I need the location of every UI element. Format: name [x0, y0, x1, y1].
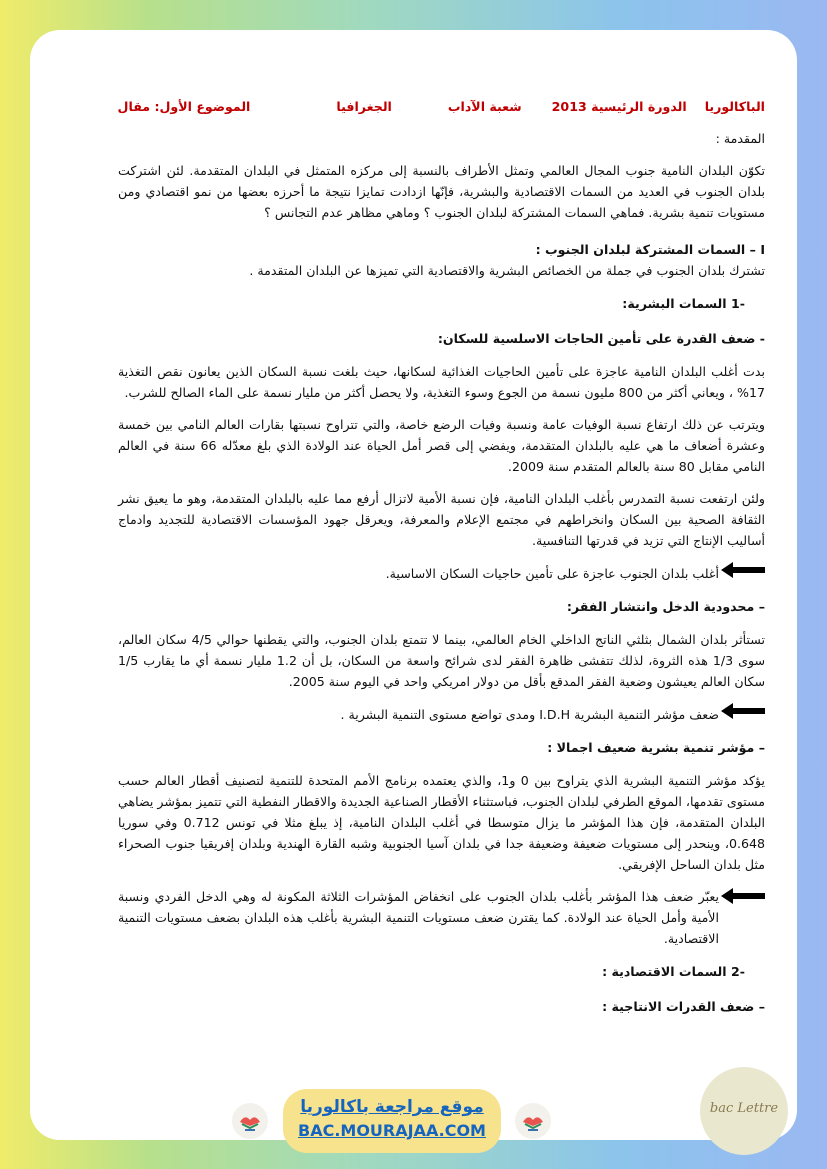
- intro-label: المقدمة :: [715, 131, 765, 146]
- point-1-conclusion-row: [118, 562, 765, 584]
- point-3-conclusion-row: [118, 886, 765, 949]
- intro-paragraph: تكوّن البلدان النامية جنوب المجال العالمي وتمثل الأطراف بالنسبة إلى مركزه المتمثل في البلدان المتقدمة. لئن اشتركت بلدان الجنوب في العديد من السمات الاقتصادية والبشرية، فإنّها ازدادت تمايزا نتيجة ما أحرزه بعضها من نمو اقتصادي ومن مستويات تنمية بشرية. فماهي السمات المشتركة لبلدان الجنوب ؟ وماهي مظاهر عدم التجانس ؟: [118, 163, 765, 220]
- site-footer-banner[interactable]: [283, 1089, 501, 1153]
- point-1-paragraph-1: بدت أغلب البلدان النامية عاجزة على تأمين الحاجيات الغذائية لسكانها، حيث بلغت نسبة السكان الذين يعانون نقص التغذية 17% ، ويعاني أكثر من 800 مليون نسمة من الجوع وسوء التغذية، ولا يحصل أكثر من مليار نسمة على الماء الصالح للشرب.: [118, 364, 765, 400]
- arrow-left-icon: [721, 703, 765, 725]
- site-logo-icon: [514, 1102, 552, 1144]
- sub-1-title: -1 السمات البشرية:: [622, 296, 745, 311]
- point-1-paragraph-2: ويترتب عن ذلك ارتفاع نسبة الوفيات عامة ونسبة وفيات الرضع خاصة، والتي تتراوح نسبتها بقارات العالم النامي بين خمسة وعشرة أضعاف ما هي عليه بالبلدان المتقدمة، ويفضي إلى قصر أمل الحياة عند الولادة الذي بلغ معدّله 66 سنة في العالم النامي مقابل 80 سنة بالعالم المتقدم سنة 2009.: [118, 417, 765, 474]
- header-subject: الجغرافيا: [336, 99, 392, 114]
- point-1-paragraph-3: ولئن ارتفعت نسبة التمدرس بأغلب البلدان النامية، فإن نسبة الأمية لاتزال أرفع مما عليه بالبلدان المتقدمة، وهو ما يعيق نشر الثقافة الصحية بين السكان وانخراطهم في مجتمع الإعلام والمعرفة، ويعرقل جهود المؤسسات الاقتصادية للتجديد وادماج أساليب الإنتاج التي تزيد في قدرتها التنافسية.: [118, 491, 765, 548]
- section-1-title: I – السمات المشتركة لبلدان الجنوب :: [535, 242, 765, 257]
- site-logo-icon: [231, 1102, 269, 1144]
- header-bac: الباكالوريا: [704, 99, 765, 114]
- exam-header: [118, 96, 765, 117]
- point-2-conclusion-row: [118, 703, 765, 725]
- site-name-arabic[interactable]: موقع مراجعة باكالوريا: [300, 1097, 484, 1117]
- point-3-title: – مؤشر تنمية بشرية ضعيف اجمالا :: [547, 740, 765, 755]
- point-2-paragraph-1: تستأثر بلدان الشمال بثلثي الناتج الداخلي الخام العالمي، بينما لا تتمتع بلدان الجنوب، والتي يقطنها حوالي 4/5 سكان العالم، سوى 1/3 هذه الثروة، لذلك تتفشى ظاهرة الفقر لدى شرائح واسعة من السكان، بل أن 1.2 مليار نسمة أي ما يقارب 1/5 سكان العالم يعيشون وضعية الفقر المدقع بأقل من دولار امريكي واحد في اليوم سنة 2005.: [118, 632, 766, 689]
- page-sheet: [30, 30, 797, 1140]
- arrow-left-icon: [721, 562, 765, 584]
- header-topic: الموضوع الأول: مقال: [117, 99, 251, 114]
- header-session: الدورة الرئيسية 2013: [551, 99, 687, 114]
- point-2-title: – محدودية الدخل وانتشار الفقر:: [566, 599, 765, 614]
- section-1-text: تشترك بلدان الجنوب في جملة من الخصائص البشرية والاقتصادية التي تميزها عن البلدان المتقدمة .: [249, 263, 765, 278]
- point-1-title: - ضعف القدرة على تأمين الحاجات الاسلسية للسكان:: [437, 331, 765, 346]
- site-url-link[interactable]: BAC.MOURAJAA.COM: [298, 1121, 486, 1140]
- point-3-conclusion: يعبّر ضعف هذا المؤشر بأغلب بلدان الجنوب على انخفاض المؤشرات الثلاثة المكونة له وهي الدخل الفردي ونسبة الأمية وأمل الحياة عند الولادة. كما يقترن ضعف مستويات التنمية البشرية بأغلب هذه البلدان بضعف مستويات التنمية الاقتصادية.: [118, 889, 719, 946]
- sub-2-title: -2 السمات الاقتصادية :: [602, 964, 745, 979]
- point-2-conclusion: ضعف مؤشر التنمية البشرية I.D.H ومدى تواضع مستوى التنمية البشرية .: [340, 706, 719, 722]
- header-branch: شعبة الآداب: [447, 99, 522, 114]
- point-4-title: – ضعف القدرات الانتاجية :: [602, 999, 765, 1014]
- bac-lettre-logo-text: bac Lettre: [709, 1101, 779, 1116]
- bac-lettre-logo: [698, 1065, 790, 1161]
- arrow-left-icon: [721, 888, 765, 910]
- document-content: [118, 96, 765, 1029]
- point-3-paragraph-1: يؤكد مؤشر التنمية البشرية الذي يتراوح بين 0 و1، والذي يعتمده برنامج الأمم المتحدة للتنمية لتصنيف أقطار العالم حسب مستوى تقدمها، الموقع الطرفي لبلدان الجنوب، فباستثناء الأقطار الصناعية الجديدة والاقطار النفطية التي تتميز بمؤشر يضاهي البلدان المتقدمة، فإن هذا المؤشر ما يزال متوسطا في أغلب البلدان النامية، إذ يبلغ مثلا في تونس 0.712 وفي سوريا 0.648، وينحدر إلى مستويات ضعيفة وضعيفة جدا في بلدان آسيا الجنوبية وشبه القارة الهندية وبلدان إفريقيا جنوب الصحراء مثل بلدان الساحل الإفريقي.: [118, 773, 765, 872]
- point-1-conclusion: أغلب بلدان الجنوب عاجزة على تأمين حاجيات السكان الاساسية.: [385, 565, 719, 581]
